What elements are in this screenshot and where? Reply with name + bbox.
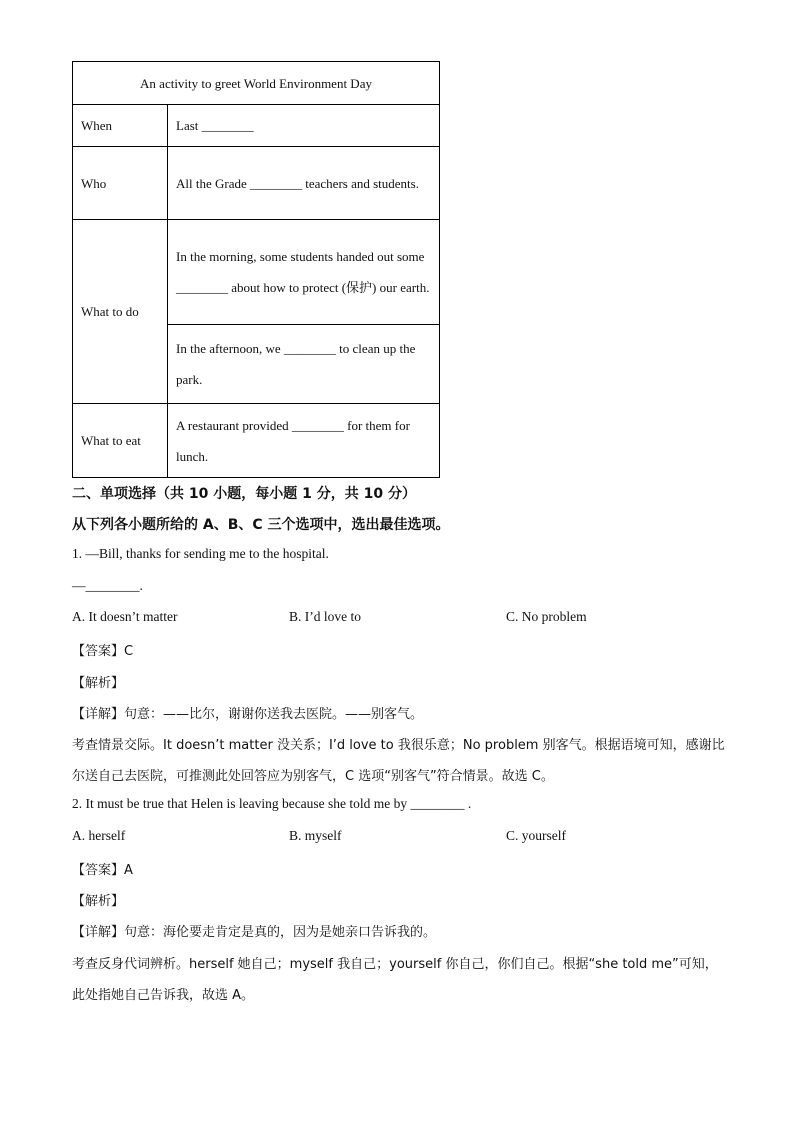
question-1-response: —________. bbox=[72, 578, 143, 593]
question-2-option-a: A. herself bbox=[72, 828, 126, 843]
question-1-answer: 【答案】C bbox=[72, 644, 134, 659]
question-1-analysis-label: 【解析】 bbox=[72, 676, 125, 691]
question-2-analysis-label: 【解析】 bbox=[72, 894, 125, 909]
question-1-explain-line-1: 考查情景交际。It doesn’t matter 没关系；I’d love to 我很乐意；No problem 别客气。根据语境可知，感谢比 bbox=[72, 738, 725, 753]
question-1-option-b: B. I’d love to bbox=[289, 609, 361, 624]
activity-table bbox=[72, 61, 440, 478]
table-title: An activity to greet World Environment Day bbox=[73, 62, 440, 105]
row-content-morning: In the morning, some students handed out some ________ about how to protect (保护) our earth. bbox=[168, 220, 440, 325]
question-1-option-a: A. It doesn’t matter bbox=[72, 609, 178, 624]
question-1-option-c: C. No problem bbox=[506, 609, 587, 624]
row-label-when: When bbox=[73, 105, 168, 147]
row-label-what-to-do: What to do bbox=[73, 220, 168, 404]
question-2-detail: 【详解】句意：海伦要走肯定是真的，因为是她亲口告诉我的。 bbox=[72, 925, 437, 940]
question-2-explain-line-1: 考查反身代词辨析。herself 她自己；myself 我自己；yourself 你自己，你们自己。根据“she told me”可知， bbox=[72, 957, 718, 972]
question-2-option-b: B. myself bbox=[289, 828, 342, 843]
row-content-when: Last ________ bbox=[168, 105, 440, 147]
question-2-option-c: C. yourself bbox=[506, 828, 566, 843]
row-content-who: All the Grade ________ teachers and students. bbox=[168, 147, 440, 220]
row-content-what-to-eat: A restaurant provided ________ for them for lunch. bbox=[168, 404, 440, 478]
row-label-what-to-eat: What to eat bbox=[73, 404, 168, 478]
row-label-who: Who bbox=[73, 147, 168, 220]
question-1-detail: 【详解】句意：——比尔，谢谢你送我去医院。——别客气。 bbox=[72, 707, 424, 722]
question-2-answer: 【答案】A bbox=[72, 863, 133, 878]
question-2-stem: 2. It must be true that Helen is leaving because she told me by ________ . bbox=[72, 796, 472, 811]
row-content-afternoon: In the afternoon, we ________ to clean up the park. bbox=[168, 325, 440, 404]
question-1-stem: 1. —Bill, thanks for sending me to the hospital. bbox=[72, 546, 329, 561]
section-heading: 二、单项选择（共 10 小题，每小题 1 分，共 10 分） bbox=[72, 486, 416, 502]
question-1-explain-line-2: 尔送自己去医院，可推测此处回答应为别客气，C 选项“别客气”符合情景。故选 C。 bbox=[72, 769, 554, 784]
question-2-explain-line-2: 此处指她自己告诉我，故选 A。 bbox=[72, 988, 255, 1003]
section-instruction: 从下列各小题所给的 A、B、C 三个选项中，选出最佳选项。 bbox=[72, 517, 450, 533]
